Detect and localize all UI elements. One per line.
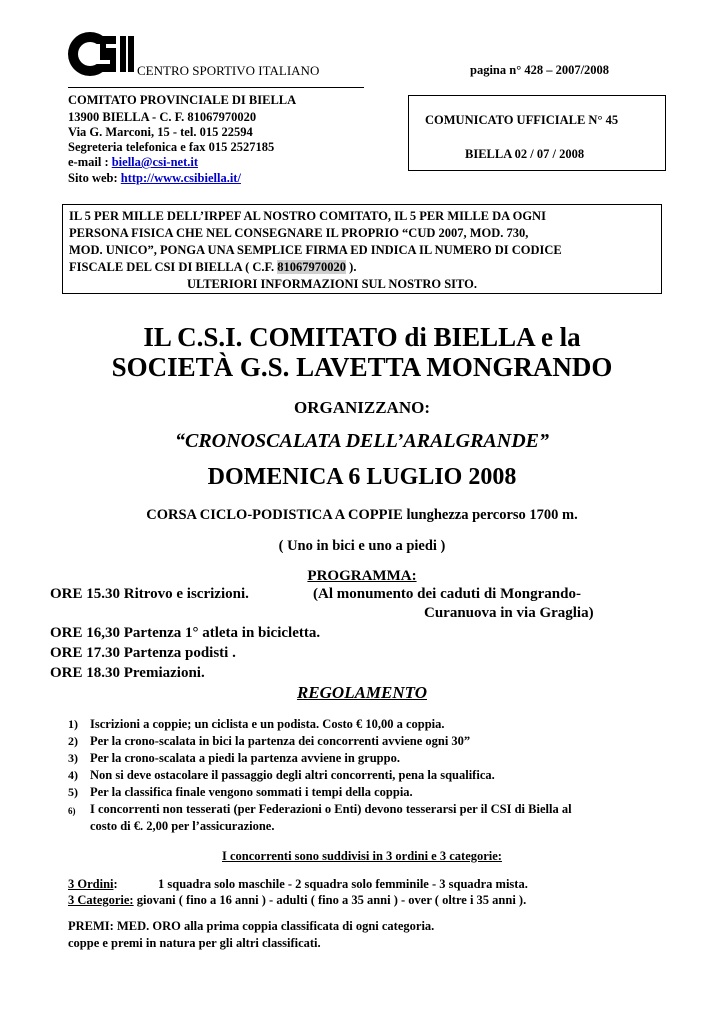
communique-date: BIELLA 02 / 07 / 2008 bbox=[465, 147, 585, 161]
program-item-2: ORE 16,30 Partenza 1° atleta in bicicletta. bbox=[50, 625, 321, 641]
ordini-text: 1 squadra solo maschile - 2 squadra solo femminile - 3 squadra mista. bbox=[158, 877, 528, 891]
header-divider bbox=[68, 87, 364, 88]
rule-text: Iscrizioni a coppie; un ciclista e un podista. Costo € 10,00 a coppia. bbox=[90, 717, 445, 731]
email-label: e-mail : bbox=[68, 155, 112, 169]
rule-text: Non si deve ostacolare il passaggio degli altri concorrenti, pena la squalifica. bbox=[90, 768, 495, 782]
rule-text: I concorrenti non tesserati (per Federazioni o Enti) devono tesserarsi per il CSI di Biella al bbox=[90, 802, 572, 816]
notice-line-4: FISCALE DEL CSI DI BIELLA ( C.F. 81067970020 ). bbox=[69, 260, 357, 274]
notice-line-3: MOD. UNICO”, PONGA UNA SEMPLICE FIRMA ED INDICA IL NUMERO DI CODICE bbox=[69, 243, 562, 257]
organization-name: CENTRO SPORTIVO ITALIANO bbox=[137, 63, 320, 78]
categorie-line bbox=[68, 893, 526, 908]
communique-box bbox=[408, 95, 666, 171]
divisions-heading: I concorrenti sono suddivisi in 3 ordini e 3 categorie: bbox=[222, 849, 502, 863]
website-link[interactable]: http://www.csibiella.it/ bbox=[120, 171, 241, 185]
main-title-line-1: IL C.S.I. COMITATO di BIELLA e la bbox=[143, 322, 581, 352]
rule-number: 2) bbox=[68, 734, 78, 748]
rule-text-continued: costo di €. 2,00 per l’assicurazione. bbox=[90, 819, 275, 833]
tax-donation-notice bbox=[62, 204, 662, 294]
program-item-1: ORE 15.30 Ritrovo e iscrizioni. bbox=[50, 586, 249, 602]
rule-number: 5) bbox=[68, 785, 78, 799]
rule-number: 4) bbox=[68, 768, 78, 782]
course-description: CORSA CICLO-PODISTICA A COPPIE lunghezza percorso 1700 m. bbox=[146, 507, 578, 523]
rule-text: Per la classifica finale vengono sommati i tempi della coppia. bbox=[90, 785, 413, 799]
event-name: “CRONOSCALATA DELL’ARALGRANDE” bbox=[175, 430, 549, 452]
address-line-1: 13900 BIELLA - C. F. 81067970020 bbox=[68, 110, 257, 124]
email-link[interactable]: biella@csi-net.it bbox=[111, 155, 199, 169]
committee-name: COMITATO PROVINCIALE DI BIELLA bbox=[68, 93, 297, 107]
regolamento-heading: REGOLAMENTO bbox=[296, 683, 428, 702]
main-title-line-2: SOCIETÀ G.S. LAVETTA MONGRANDO bbox=[111, 352, 613, 382]
phone-fax: Segreteria telefonica e fax 015 2527185 bbox=[68, 140, 275, 154]
rule-text: Per la crono-scalata in bici la partenza dei concorrenti avviene ogni 30” bbox=[90, 734, 471, 748]
page-info: pagina n° 428 – 2007/2008 bbox=[470, 63, 610, 77]
event-date: DOMENICA 6 LUGLIO 2008 bbox=[207, 464, 517, 490]
categorie-label: 3 Categorie: bbox=[68, 893, 134, 907]
website-line bbox=[68, 170, 241, 186]
notice-line-1: IL 5 PER MILLE DELL’IRPEF AL NOSTRO COMITATO, IL 5 PER MILLE DA OGNI bbox=[69, 209, 546, 223]
rule-number: 6) bbox=[68, 806, 76, 816]
format-note: ( Uno in bici e uno a piedi ) bbox=[278, 538, 446, 554]
categorie-text: giovani ( fino a 16 anni ) - adulti ( fino a 35 anni ) - over ( oltre i 35 anni ). bbox=[133, 893, 527, 907]
program-location-2: Curanuova in via Graglia) bbox=[424, 605, 594, 621]
organize-heading: ORGANIZZANO: bbox=[293, 398, 430, 417]
website-label: Sito web: bbox=[68, 171, 121, 185]
programma-heading: PROGRAMMA: bbox=[307, 568, 417, 584]
program-item-4: ORE 18.30 Premiazioni. bbox=[50, 665, 205, 681]
prizes-line-2: coppe e premi in natura per gli altri classificati. bbox=[68, 936, 321, 950]
notice-line-2: PERSONA FISICA CHE NEL CONSEGNARE IL PROPRIO “CUD 2007, MOD. 730, bbox=[69, 226, 529, 240]
fiscal-code: 81067970020 bbox=[277, 260, 347, 274]
csi-logo bbox=[64, 30, 134, 78]
prizes-line-1: PREMI: MED. ORO alla prima coppia classificata di ogni categoria. bbox=[68, 919, 435, 933]
notice-line-5: ULTERIORI INFORMAZIONI SUL NOSTRO SITO. bbox=[187, 277, 478, 291]
rule-number: 3) bbox=[68, 751, 78, 765]
address-line-2: Via G. Marconi, 15 - tel. 015 22594 bbox=[68, 125, 253, 139]
rule-text: Per la crono-scalata a piedi la partenza avviene in gruppo. bbox=[90, 751, 400, 765]
communique-title: COMUNICATO UFFICIALE N° 45 bbox=[425, 113, 619, 127]
ordini-label: 3 Ordini: bbox=[68, 877, 118, 891]
rule-number: 1) bbox=[68, 717, 78, 731]
email-line bbox=[68, 154, 198, 170]
program-location-1: (Al monumento dei caduti di Mongrando- bbox=[313, 586, 581, 602]
program-item-3: ORE 17.30 Partenza podisti . bbox=[50, 645, 236, 661]
